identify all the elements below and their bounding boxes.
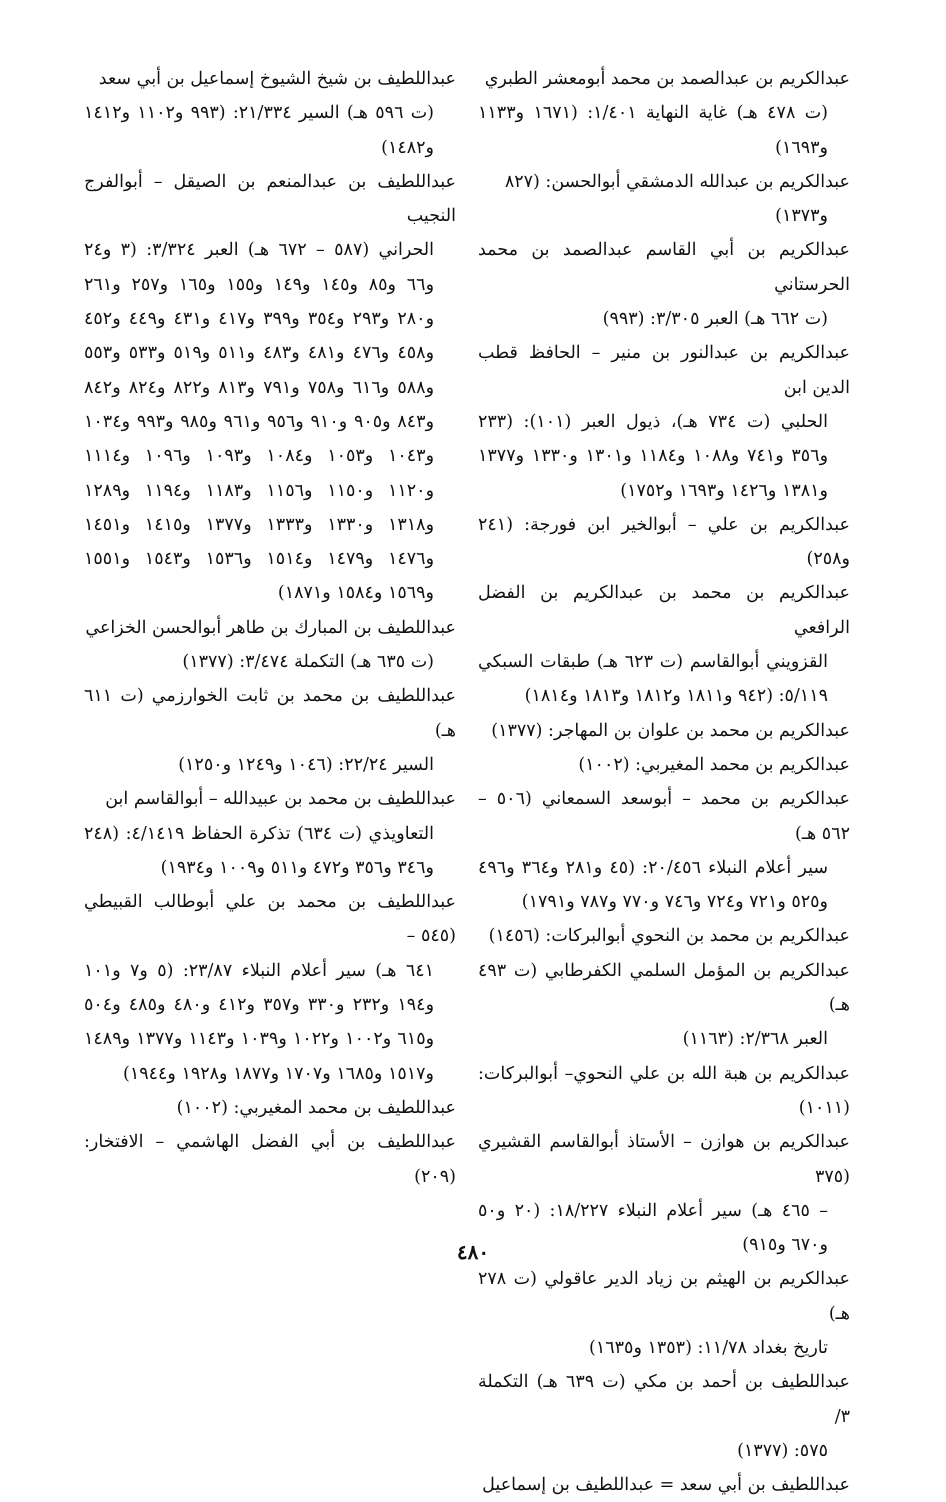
- index-entry: [478, 233, 850, 336]
- entry-references: السير ٢٢/٢٤: (١٠٤٦ و١٢٤٩ و١٢٥٠): [178, 754, 434, 775]
- index-entry: [478, 576, 850, 713]
- index-entry: [84, 782, 456, 885]
- entry-heading: عبدالكريم بن الهيثم بن زياد الدير عاقولي (ت ٢٧٨ هـ): [478, 1269, 850, 1324]
- index-entry: [84, 885, 456, 1091]
- entry-references: (ت ٥٩٦ هـ) السير ٢١/٣٣٤: (٩٩٣ و١١٠٢ و١٤١٢ و١٤٨٢): [84, 103, 434, 158]
- index-entry: [478, 336, 850, 507]
- index-entry: [478, 714, 850, 748]
- right-column: [478, 62, 850, 1502]
- entry-heading: عبدالكريم بن عبدالنور بن منير – الحافظ قطب الدين ابن: [478, 343, 850, 398]
- index-entry: [478, 1057, 850, 1126]
- index-entry: [84, 1125, 456, 1194]
- entry-heading: عبداللطيف بن محمد بن عبيدالله – أبوالقاسم ابن: [105, 789, 456, 810]
- index-entry: [478, 954, 850, 1057]
- entry-heading: عبدالكريم بن محمد بن علوان بن المهاجر: (١٣٧٧): [491, 720, 850, 741]
- entry-heading: عبدالكريم بن هوازن – الأستاذ أبوالقاسم القشيري (٣٧٥: [478, 1132, 850, 1187]
- entry-references: ٥٧٥: (١٣٧٧): [737, 1440, 828, 1461]
- entry-references: الحلبي (ت ٧٣٤ هـ)، ذيول العبر (١٠١): (٢٣٣ و٣٥٦ و٧٤١ و١٠٨٨ و١١٨٤ و١٣٠١ و١٣٣٠ و١٣٧٧ و١٣٨١ و١٤٢٦ و١٦٩٣ و١٧٥٢): [478, 411, 829, 501]
- entry-heading: عبدالكريم بن محمد بن عبدالكريم بن الفضل الرافعي: [478, 583, 850, 638]
- entry-references: تاريخ بغداد ١١/٧٨: (١٣٥٣ و١٦٣٥): [589, 1337, 828, 1358]
- entry-heading: عبدالكريم بن عبدالصمد بن محمد أبومعشر الطبري: [484, 69, 850, 89]
- entry-heading: عبدالكريم بن محمد بن النحوي أبوالبركات: (١٤٥٦): [488, 926, 850, 947]
- entry-heading: عبداللطيف بن شيخ الشيوخ إسماعيل بن أبي سعد: [98, 69, 456, 89]
- index-entry: [478, 1262, 850, 1365]
- index-entry: [478, 748, 850, 782]
- entry-heading: عبدالكريم بن محمد – أبوسعد السمعاني (٥٠٦ – ٥٦٢ هـ): [478, 789, 850, 844]
- left-column: [84, 62, 456, 1194]
- entry-references: – ٤٦٥ هـ) سير أعلام النبلاء ١٨/٢٢٧: (٢٠ و٥٠ و٦٧٠ و٩١٥): [478, 1200, 828, 1256]
- entry-heading: عبدالكريم بن هبة الله بن علي النحوي– أبوالبركات: (١٠١١): [478, 1063, 850, 1118]
- entry-references: (ت ٤٧٨ هـ) غاية النهاية ١/٤٠١: (١٦٧١ و١١٣٣ و١٦٩٣): [478, 103, 829, 158]
- index-entry: [84, 165, 456, 611]
- index-entry: [84, 679, 456, 782]
- entry-heading: عبداللطيف بن عبدالمنعم بن الصيقل – أبوالفرج النجيب: [84, 171, 456, 227]
- entry-heading: عبدالكريم بن أبي القاسم عبدالصمد بن محمد الحرستاني: [478, 240, 850, 295]
- entry-heading: عبداللطيف بن أحمد بن مكي (ت ٦٣٩ هـ) التكملة ٣/: [478, 1372, 850, 1427]
- index-entry: [478, 62, 850, 165]
- index-entry: [478, 782, 850, 919]
- entry-references: التعاويذي (ت ٦٣٤) تذكرة الحفاظ ٤/١٤١٩: (٢٤٨ و٣٤٦ و٣٥٦ و٤٧٢ و٥١١ و١٠٠٩ و١٩٣٤): [84, 823, 434, 878]
- index-entry: [478, 508, 850, 577]
- entry-references: الحراني (٥٨٧ – ٦٧٢ هـ) العبر ٣/٣٢٤: (٣ و٢٤ و٦٦ و٨٥ و١٤٥ و١٤٩ و١٥٥ و١٦٥ و٢٥٧ و٢٦١ و٢٨٠ و٢٩٣ و٣٥٤ و٣٩٩ و٤١٧ و٤٣١ و٤٤٩ و٤٥٢ و٤٥٨ و٤٧٦ و٤٨١ و٤٨٣ و٥١١ و٥١٩ و٥٣٣ و٥٥٣ و٥٨٨ و٦١٦ و٧٥٨ و٧٩١ و٨١٣ و٨٢٢ و٨٢٤ و٨٤٢ و٨٤٣ و٩٠٥ و٩١٠ و٩٥٦ و٩٦١ و٩٨٥ و٩٩٣ و١٠٣٤ و١٠٤٣ و١٠٥٣ و١٠٨٤ و١٠٩٣ و١٠٩٦ و١١١٤ و١١٢٠ و١١٥٠ و١١٥٦ و١١٨٣ و١١٩٤ و١٢٨٩ و١٣١٨ و١٣٣٠ و١٣٣٣ و١٣٧٧ و١٤١٥ و١٤٥١ و١٤٧٦ و١٤٧٩ و١٥١٤ و١٥٣٦ و١٥٤٣ و١٥٥١ و١٥٦٩ و١٥٨٤ و١٨٧١): [84, 240, 435, 604]
- index-entry: [478, 165, 850, 234]
- entry-heading: عبداللطيف بن محمد بن ثابت الخوارزمي (ت ٦١١ هـ): [84, 686, 456, 741]
- entry-heading: عبداللطيف بن محمد المغيربي: (١٠٠٢): [176, 1097, 456, 1118]
- entry-references: (ت ٦٦٢ هـ) العبر ٣/٣٠٥: (٩٩٣): [602, 309, 828, 330]
- entry-heading: عبداللطيف بن المبارك بن طاهر أبوالحسن الخزاعي: [85, 617, 456, 638]
- entry-references: العبر ٢/٣٦٨: (١١٦٣): [682, 1029, 828, 1050]
- entry-heading: عبداللطيف بن أبي سعد = عبداللطيف بن إسماعيل: [482, 1475, 850, 1496]
- index-entry: [84, 62, 456, 165]
- entry-references: سير أعلام النبلاء ٢٠/٤٥٦: (٤٥ و٢٨١ و٣٦٤ و٤٩٦ و٥٢٥ و٧٢١ و٧٢٤ و٧٤٦ و٧٧٠ و٧٨٧ و١٧٩١): [478, 857, 829, 913]
- entry-heading: عبدالكريم بن علي – أبوالخير ابن فورجة: (٢٤١ و٢٥٨): [478, 514, 850, 570]
- entry-heading: عبدالكريم بن محمد المغيربي: (١٠٠٢): [578, 754, 850, 775]
- entry-references: (ت ٦٣٥ هـ) التكملة ٣/٤٧٤: (١٣٧٧): [182, 652, 434, 673]
- entry-heading: عبداللطيف بن أبي الفضل الهاشمي – الافتخار: (٢٠٩): [84, 1132, 456, 1187]
- index-entry: [478, 1365, 850, 1468]
- index-entry: [84, 611, 456, 680]
- entry-references: و١٣٧٣): [775, 206, 828, 227]
- index-entry: [478, 1468, 850, 1502]
- entry-references: القزويني أبوالقاسم (ت ٦٢٣ هـ) طبقات السبكي ٥/١١٩: (٩٤٢ و١٨١١ و١٨١٢ و١٨١٣ و١٨١٤): [478, 652, 828, 707]
- entry-heading: عبداللطيف بن محمد بن علي أبوطالب القبيطي (٥٤٥ –: [84, 892, 456, 947]
- entry-references: ٦٤١ هـ) سير أعلام النبلاء ٢٣/٨٧: (٥ و٧ و١٠١ و١٩٤ و٢٣٢ و٣٣٠ و٣٥٧ و٤١٢ و٤٨٠ و٤٨٥ و٥٠٤ و٦١٥ و١٠٠٢ و١٠٢٢ و١٠٣٩ و١١٤٣ و١٣٧٧ و١٤٨٩ و١٥١٧ و١٦٨٥ و١٧٠٧ و١٨٧٧ و١٩٢٨ و١٩٤٤): [84, 960, 435, 1084]
- page-number: ٤٨٠: [456, 1240, 490, 1264]
- entry-heading: عبدالكريم بن المؤمل السلمي الكفرطابي (ت ٤٩٣ هـ): [478, 960, 850, 1016]
- entry-heading: عبدالكريم بن عبدالله الدمشقي أبوالحسن: (٨٢٧: [504, 171, 850, 192]
- index-entry: [478, 919, 850, 953]
- index-entry: [84, 1091, 456, 1125]
